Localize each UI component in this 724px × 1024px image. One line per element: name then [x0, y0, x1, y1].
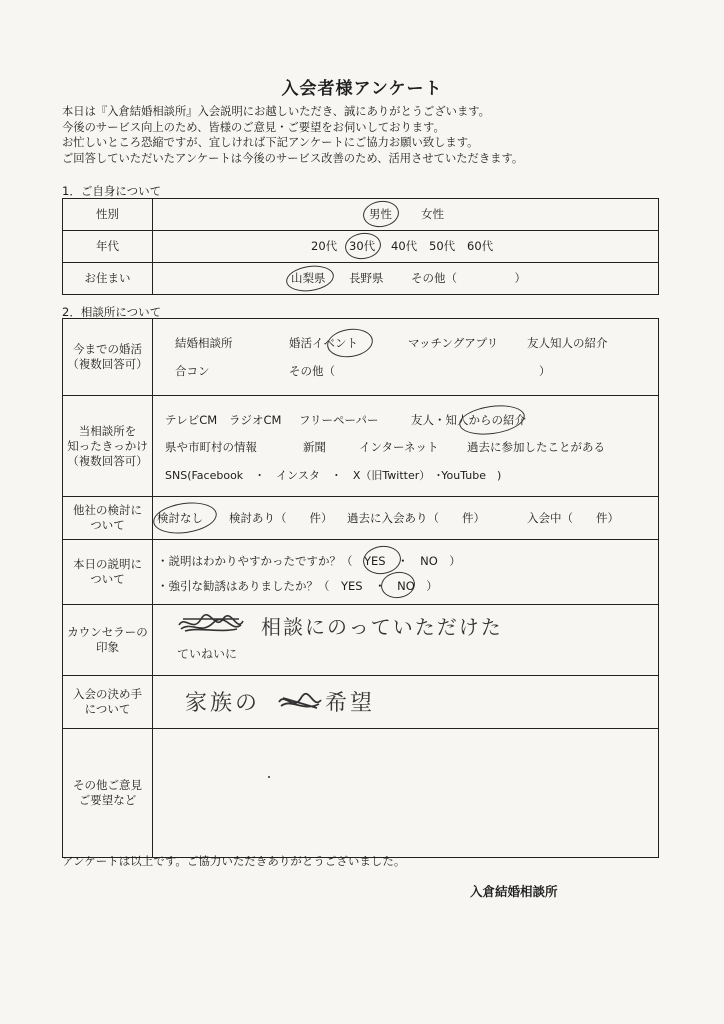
residence-option-other[interactable]: その他（ ） [411, 271, 526, 285]
label-line: 今までの婚活 [73, 342, 142, 356]
residence-label: お住まい [63, 263, 153, 295]
selection-circle [284, 263, 335, 294]
handwritten-comment: ていねいに [177, 647, 238, 661]
option-radio-cm[interactable]: ラジオCM [229, 413, 282, 427]
other-comments-field[interactable] [153, 729, 658, 857]
intro-text [62, 104, 523, 166]
label-line: 当相談所を [78, 423, 137, 438]
option-tv-cm[interactable]: テレビCM [165, 413, 218, 427]
option-other[interactable]: その他（ [289, 364, 335, 378]
age-option-30s[interactable]: 30代 [349, 239, 376, 253]
option-considered[interactable]: 検討あり（ 件） [229, 511, 333, 525]
label-line: 本日の説明に [73, 557, 142, 571]
explanation-questions [153, 540, 658, 604]
page-title: 入会者様アンケート [281, 79, 443, 99]
label-line: 入会の決め手 [73, 687, 142, 701]
section2-table [62, 318, 659, 858]
option-goukon[interactable]: 合コン [175, 364, 210, 378]
past-activities-label [63, 319, 153, 396]
other-comments-label [63, 729, 153, 858]
gender-options [153, 199, 658, 230]
gender-option-female[interactable]: 女性 [421, 207, 444, 221]
option-current-member[interactable]: 入会中（ 件） [527, 511, 619, 525]
handwritten-answer: 家族の [185, 691, 261, 716]
option-konkatsu-event[interactable]: 婚活イベント [289, 336, 358, 350]
label-line: （複数回答可） [67, 453, 148, 468]
label-line: 他社の検討に [73, 503, 142, 517]
closing-message: アンケートは以上です。ご協力いただきありがとうございました。 [62, 854, 406, 868]
label-line: ご要望など [78, 793, 137, 807]
intro-line: 本日は『入倉結婚相談所』入会説明にお越しいただき、誠にありがとうございます。 [62, 105, 490, 118]
option-newspaper[interactable]: 新聞 [303, 440, 326, 454]
option-friend-referral[interactable]: 友人・知人からの紹介 [411, 413, 526, 427]
residence-option-yamanashi[interactable]: 山梨県 [291, 271, 326, 285]
selection-circle [151, 499, 219, 538]
option-internet[interactable]: インターネット [359, 440, 439, 454]
age-option-20s[interactable]: 20代 [311, 239, 338, 253]
gender-option-male[interactable]: 男性 [369, 207, 392, 221]
selection-circle [325, 326, 374, 360]
company-name: 入倉結婚相談所 [470, 884, 558, 899]
label-line: カウンセラーの [67, 625, 148, 639]
section1-heading: 1．ご自身について [62, 184, 162, 198]
counselor-answer[interactable] [153, 605, 658, 675]
option-free-paper[interactable]: フリーペーパー [299, 413, 379, 427]
handwritten-comment: 相談にのっていただけた [261, 615, 503, 639]
deciding-factor-label [63, 676, 153, 729]
section1-table [62, 198, 659, 295]
crossed-out-scribble [175, 611, 247, 637]
label-line: ついて [90, 572, 125, 586]
label-line: について [84, 702, 131, 716]
option-other-close: ） [539, 364, 551, 378]
label-line: ついて [90, 518, 125, 532]
option-past-participation[interactable]: 過去に参加したことがある [467, 440, 605, 454]
selection-circle [343, 231, 382, 262]
counselor-label [63, 605, 153, 676]
intro-line: お忙しいところ恐縮ですが、宜しければ下記アンケートにご協力お願い致します。 [62, 136, 479, 150]
label-line: （複数回答可） [67, 357, 148, 371]
age-option-50s[interactable]: 50代 [429, 239, 456, 253]
option-past-member[interactable]: 過去に入会あり（ 件） [347, 511, 485, 525]
age-option-60s[interactable]: 60代 [467, 239, 494, 253]
option-local-gov[interactable]: 県や市町村の情報 [165, 440, 257, 454]
option-matching-app[interactable]: マッチングアプリ [408, 336, 499, 350]
option-marriage-agency[interactable]: 結婚相談所 [175, 336, 233, 350]
other-agencies-options [153, 497, 658, 539]
option-no-consideration[interactable]: 検討なし [157, 511, 203, 525]
selection-circle [361, 199, 400, 230]
question-pressure[interactable]: ・強引な勧誘はありましたか？（ YES ・ NO ） [157, 579, 438, 593]
how-found-label [63, 396, 153, 497]
how-found-options [153, 396, 658, 496]
intro-line: ご回答していただいたアンケートは今後のサービス改善のため、活用させていただきます。 [62, 151, 524, 165]
residence-option-nagano[interactable]: 長野県 [349, 271, 384, 285]
label-line: 印象 [96, 640, 119, 654]
label-line: 知ったきっかけ [67, 438, 148, 453]
age-option-40s[interactable]: 40代 [391, 239, 418, 253]
crossed-out-scribble [275, 690, 325, 714]
past-activities-options [153, 319, 658, 395]
handwritten-answer: 希望 [325, 691, 376, 716]
residence-options [153, 263, 658, 294]
intro-line: 今後のサービス向上のため、皆様のご意見・ご要望をお伺いしております。 [62, 120, 445, 134]
explanation-label [63, 540, 153, 605]
option-friend-intro[interactable]: 友人知人の紹介 [527, 336, 608, 350]
selection-circle [457, 402, 526, 439]
age-options [153, 231, 658, 262]
option-sns[interactable]: SNS(Facebook ・ インスタ ・ X（旧Twitter） ･YouTube ) [165, 469, 502, 482]
other-agencies-label [63, 497, 153, 540]
ink-dot [268, 776, 270, 778]
age-label: 年代 [63, 231, 153, 263]
selection-circle [379, 570, 416, 600]
section2-heading: 2．相談所について [62, 305, 162, 319]
gender-label: 性別 [63, 199, 153, 231]
deciding-factor-answer[interactable] [153, 676, 658, 728]
question-clarity[interactable]: ・説明はわかりやすかったですか？（ YES ・ NO ） [157, 554, 461, 568]
label-line: その他ご意見 [73, 778, 142, 792]
